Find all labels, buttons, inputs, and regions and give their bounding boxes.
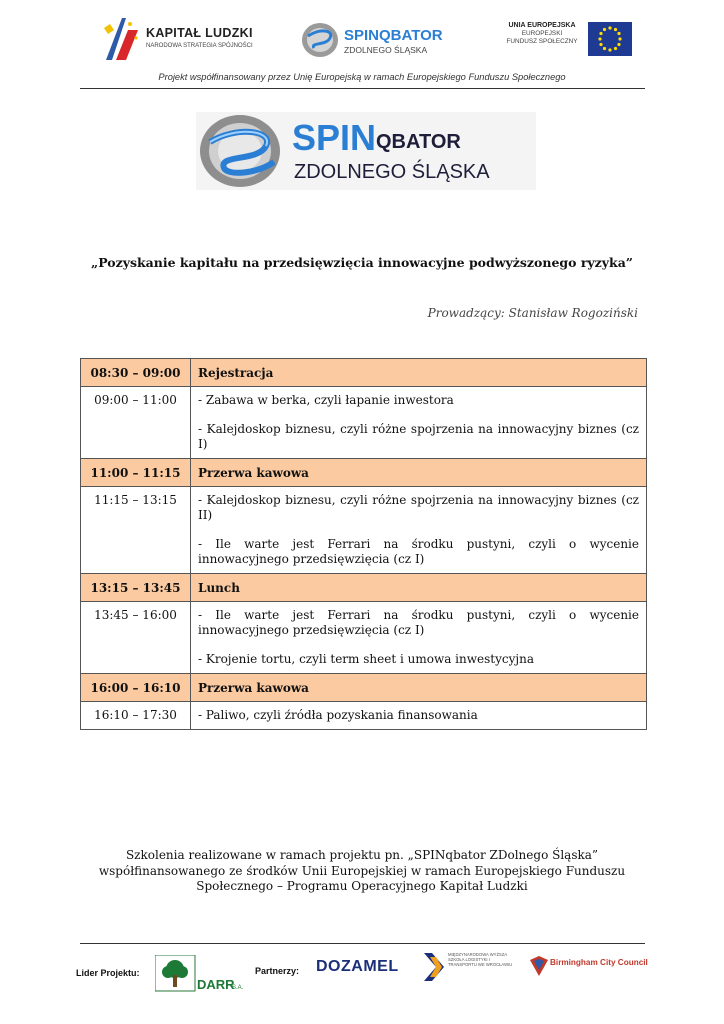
footer-line3: Społecznego – Programu Operacyjnego Kapitał Ludzki (196, 879, 528, 893)
eu-logo (500, 22, 632, 60)
kapital-ludzki-emblem-icon (100, 14, 144, 64)
page-title: „Pozyskanie kapitału na przedsięwzięcia innowacyjne podwyższonego ryzyka” (91, 255, 633, 270)
dozamel-logo: DOZAMEL (316, 958, 399, 975)
agenda-row (81, 702, 647, 730)
agenda-row (81, 602, 647, 674)
eu-line3: FUNDUSZ SPOŁECZNY (506, 38, 578, 45)
agenda-table (80, 358, 647, 730)
spinqbator-emblem-icon (300, 20, 450, 60)
eu-line2: EUROPEJSKI (521, 30, 563, 37)
eu-line1: UNIA EUROPEJSKA (508, 22, 576, 29)
agenda-activity: Rejestracja (198, 366, 274, 380)
agenda-row (81, 574, 647, 602)
agenda-activities (191, 487, 647, 574)
spin-big-line1b: QBATOR (376, 131, 461, 153)
agenda-time: 09:00 – 11:00 (81, 387, 191, 459)
darr-logo (155, 955, 247, 995)
agenda-row (81, 387, 647, 459)
agenda-time: 13:15 – 13:45 (81, 574, 191, 602)
project-cofinancing-note: Projekt współfinansowany przez Unię Europejską w ramach Europejskiego Funduszu Społecznego (158, 72, 566, 82)
agenda-activity: - Ile warte jest Ferrari na środku pustyni, czyli o wycenie innowacyjnego przedsięwzięcia (cz I) (198, 608, 639, 637)
spinqbator-logo-large (196, 112, 536, 190)
lider-label: Lider Projektu: (76, 968, 140, 978)
agenda-activities (191, 602, 647, 674)
agenda-activity: - Zabawa w berka, czyli łapanie inwestora (198, 393, 454, 407)
agenda-activity: - Kalejdoskop biznesu, czyli różne spojrzenia na innowacyjny biznes (cz I) (198, 422, 639, 451)
agenda-activity: - Krojenie tortu, czyli term sheet i umowa inwestycyjna (198, 652, 534, 666)
kapital-ludzki-logo (100, 14, 265, 64)
agenda-activities (191, 674, 647, 702)
agenda-activity: - Paliwo, czyli źródła pozyskania finansowania (198, 708, 478, 722)
header-divider (80, 88, 645, 89)
spin-small-line2: ZDOLNEGO ŚLĄSKA (344, 45, 428, 55)
agenda-activity: Lunch (198, 581, 240, 595)
darr-tree-icon (155, 955, 247, 995)
agenda-time: 11:15 – 13:15 (81, 487, 191, 574)
agenda-row (81, 674, 647, 702)
agenda-row (81, 487, 647, 574)
birmingham-emblem-icon (530, 956, 548, 976)
msw-emblem-icon (422, 951, 446, 983)
darr-text: DARR (197, 977, 235, 992)
agenda-activity: Przerwa kawowa (198, 681, 309, 695)
birmingham-logo (530, 956, 646, 980)
agenda-activities (191, 702, 647, 730)
birmingham-text: Birmingham City Council (550, 958, 648, 967)
msw-logo (422, 951, 518, 985)
kapital-ludzki-subtitle: NARODOWA STRATEGIA SPÓJNOŚCI (146, 43, 253, 49)
presenter: Prowadzący: Stanisław Rogoziński (427, 306, 638, 320)
agenda-activity: - Kalejdoskop biznesu, czyli różne spojrzenia na innowacyjny biznes (cz II) (198, 493, 639, 522)
agenda-time: 11:00 – 11:15 (81, 459, 191, 487)
agenda-activities (191, 387, 647, 459)
kapital-ludzki-title: KAPITAŁ LUDZKI (146, 26, 253, 40)
footer-divider (80, 943, 645, 944)
spin-small-line1: SPINQBATOR (344, 27, 443, 44)
msw-text: MIĘDZYNARODOWA WYŻSZA SZKOŁA LOGISTYKI I TRANSPORTU WE WROCŁAWIU (448, 952, 513, 967)
eu-flag-icon (588, 22, 632, 56)
agenda-activities (191, 459, 647, 487)
agenda-activities (191, 359, 647, 387)
agenda-activity: - Ile warte jest Ferrari na środku pustyni, czyli o wycenie innowacyjnego przedsięwzięcia (cz I) (198, 537, 639, 566)
agenda-row (81, 459, 647, 487)
spin-big-line1a: SPIN (292, 117, 377, 158)
agenda-row (81, 359, 647, 387)
footer-line2: współfinansowanego ze środków Unii Europejskiej w ramach Europejskiego Funduszu (98, 863, 626, 878)
spinqbator-logo-small (300, 20, 450, 60)
agenda-time: 16:00 – 16:10 (81, 674, 191, 702)
darr-suffix: S.A. (232, 985, 244, 991)
agenda-time: 13:45 – 16:00 (81, 602, 191, 674)
agenda-time: 08:30 – 09:00 (81, 359, 191, 387)
footer-line1: Szkolenia realizowane w ramach projektu pn. „SPINqbator ZDolnego Śląska” (125, 848, 599, 862)
agenda-time: 16:10 – 17:30 (81, 702, 191, 730)
agenda-activities (191, 574, 647, 602)
spin-big-line2: ZDOLNEGO ŚLĄSKA (294, 161, 490, 183)
footer-project-info (80, 848, 644, 895)
agenda-activity: Przerwa kawowa (198, 466, 309, 480)
partners-label: Partnerzy: (255, 966, 300, 976)
spinqbator-large-emblem-icon (196, 112, 536, 190)
